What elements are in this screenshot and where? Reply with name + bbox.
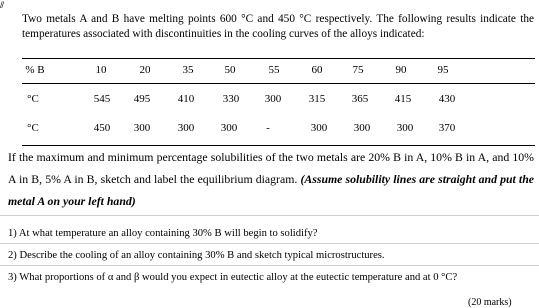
table-cell: 300 (310, 122, 328, 134)
sub-question-2: 2) Describe the cooling of an alloy containing 30% B and sketch typical microstructures. (8, 250, 385, 261)
table-cell: 315 (308, 93, 326, 105)
table-cell: 495 (133, 93, 151, 105)
table-cell: 300 (353, 122, 371, 134)
sub-question-3: 3) What proportions of α and β would you expect in eutectic alloy at the eutectic temperature and at 0 °C? (8, 272, 458, 283)
table-header-label: % B (25, 64, 45, 76)
page-fragment: // (0, 0, 4, 10)
table-cell: 450 (93, 122, 111, 134)
table-header-cell: 20 (139, 64, 151, 76)
question-emphasis: (Assume solubility lines are straight and put the metal A on your left hand) (8, 172, 535, 208)
table-cell: 410 (177, 93, 195, 105)
table-row-label: °C (27, 122, 39, 134)
table-cell: 300 (133, 122, 151, 134)
table-cell: 365 (351, 93, 369, 105)
table-cell: 300 (177, 122, 195, 134)
table-cell: 415 (394, 93, 412, 105)
table-cell: 370 (438, 122, 456, 134)
table-cell: 300 (396, 122, 414, 134)
table-cell: 300 (264, 93, 282, 105)
table-cell: - (266, 122, 270, 134)
section-divider (0, 215, 539, 216)
table-header-cell: 10 (95, 64, 107, 76)
item-divider (0, 265, 539, 266)
data-table (22, 58, 535, 146)
problem-intro: Two metals A and B have melting points 600 °C and 450 °C respectively. The following results indicate the temperatures associated with discontinuities in the cooling curves of the alloys indicated: (22, 13, 534, 40)
question-text: If the maximum and minimum percentage solubilities of the two metals are 20% B in A, 10% B in A, and 10% A in B, 5% A in B, sketch and label the equilibrium diagram. (8, 150, 534, 186)
table-row-label: °C (27, 93, 39, 105)
table-cell: 545 (93, 93, 111, 105)
table-cell: 430 (438, 93, 456, 105)
item-divider (0, 243, 539, 244)
marks-note: (20 marks) (468, 297, 512, 308)
table-header-cell: 95 (437, 64, 449, 76)
sub-question-1: 1) At what temperature an alloy containing 30% B will begin to solidify? (8, 228, 318, 239)
table-cell: 300 (220, 122, 238, 134)
main-question (8, 146, 534, 212)
table-header-cell: 35 (182, 64, 194, 76)
table-header-cell: 55 (268, 64, 280, 76)
table-header-cell: 50 (224, 64, 236, 76)
table-header-rule (22, 83, 535, 84)
table-header-cell: 60 (311, 64, 323, 76)
table-cell: 330 (222, 93, 240, 105)
table-header-cell: 75 (352, 64, 364, 76)
table-header-cell: 90 (395, 64, 407, 76)
